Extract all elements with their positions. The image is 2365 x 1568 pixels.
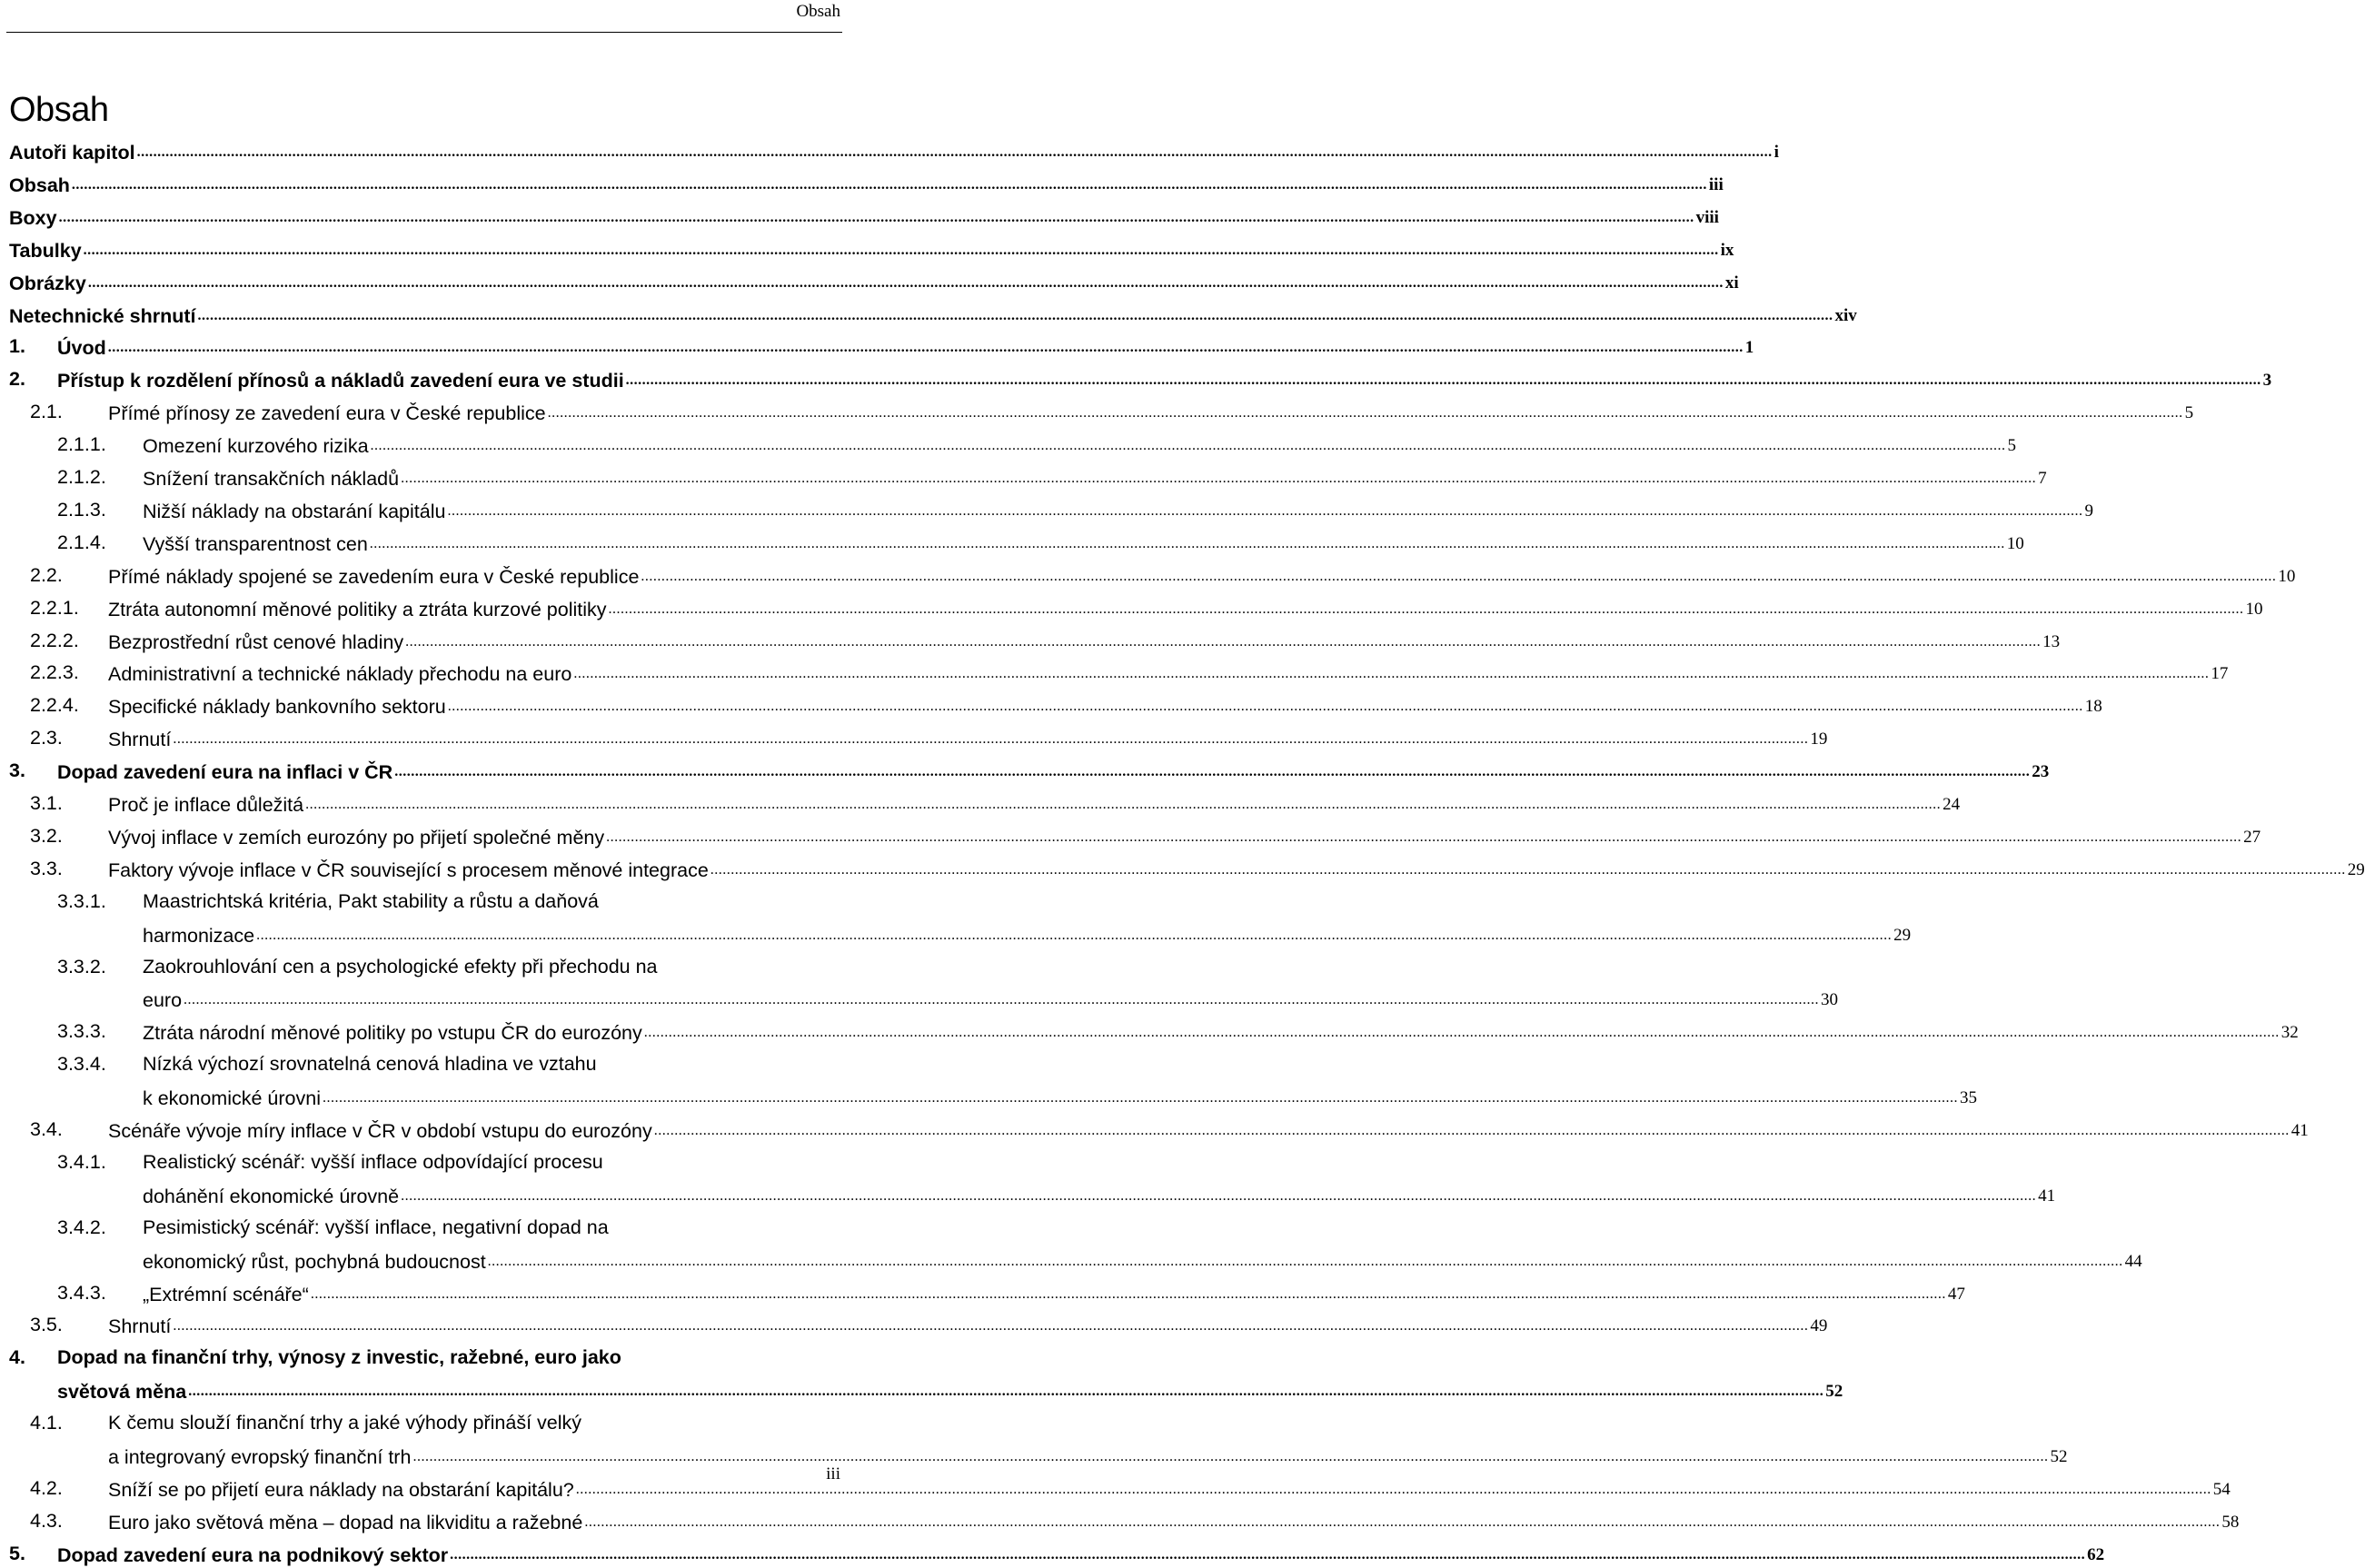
- toc-entry-title: Administrativní a technické náklady přechodu na euro: [108, 663, 572, 686]
- toc-entry-page: 10: [2245, 599, 2263, 619]
- toc-entry-page: 32: [2281, 1023, 2299, 1043]
- toc-entry[interactable]: [108, 1116, 2309, 1144]
- toc-entry[interactable]: [57, 333, 1754, 361]
- toc-entry[interactable]: [57, 1541, 2105, 1568]
- toc-entry-number: 3.4.3.: [57, 1281, 106, 1304]
- toc-entry-number: 4.2.: [30, 1476, 63, 1499]
- toc-entry-number: 2.1.2.: [57, 466, 106, 488]
- toc-entry-title: Autoři kapitol: [9, 142, 135, 164]
- toc-entry[interactable]: [143, 986, 1839, 1013]
- toc-entry-number: 3.3.3.: [57, 1020, 106, 1043]
- toc-entry-page: i: [1774, 143, 1779, 162]
- dot-leader: ................................................................................................................................................................................................................................................................................................................................................................................................................: [107, 340, 1744, 356]
- header-rule: [6, 32, 842, 33]
- toc-entry-first-line[interactable]: Maastrichtská kritéria, Pakt stability a růstu a daňová: [143, 889, 599, 912]
- toc-entry-title: Proč je inflace důležitá: [108, 794, 304, 816]
- toc-entry-title: Obrázky: [9, 272, 86, 294]
- toc-entry[interactable]: [143, 921, 1912, 948]
- toc-entry-page: 13: [2042, 631, 2061, 651]
- toc-entry-number: 3.3.: [30, 857, 63, 879]
- toc-entry[interactable]: [9, 203, 1719, 231]
- toc-entry-title: Obsah: [9, 174, 70, 196]
- toc-entry[interactable]: [108, 595, 2263, 622]
- dot-leader: ................................................................................................................................................................................................................................................................................................................................................................................................................: [401, 1187, 2037, 1204]
- toc-entry-title: Snížení transakčních nákladů: [143, 468, 400, 490]
- toc-entry[interactable]: [108, 823, 2261, 850]
- dot-leader: ................................................................................................................................................................................................................................................................................................................................................................................................................: [322, 1090, 1958, 1107]
- dot-leader: ................................................................................................................................................................................................................................................................................................................................................................................................................: [625, 372, 2261, 389]
- toc-entry-first-line[interactable]: K čemu slouží finanční trhy a jaké výhody přináší velký: [108, 1412, 582, 1434]
- toc-entry-first-line[interactable]: Nízká výchozí srovnatelná cenová hladina ve vztahu: [143, 1053, 597, 1076]
- dot-leader: ................................................................................................................................................................................................................................................................................................................................................................................................................: [369, 535, 2005, 551]
- dot-leader: ................................................................................................................................................................................................................................................................................................................................................................................................................: [608, 600, 2244, 617]
- dot-leader: ................................................................................................................................................................................................................................................................................................................................................................................................................: [256, 927, 1893, 943]
- dot-leader: ................................................................................................................................................................................................................................................................................................................................................................................................................: [87, 274, 1724, 291]
- dot-leader: ................................................................................................................................................................................................................................................................................................................................................................................................................: [450, 1546, 2086, 1563]
- toc-entry-page: 19: [1810, 729, 1828, 749]
- dot-leader: ................................................................................................................................................................................................................................................................................................................................................................................................................: [575, 1481, 2211, 1497]
- dot-leader: ................................................................................................................................................................................................................................................................................................................................................................................................................: [641, 568, 2277, 584]
- toc-entry[interactable]: [108, 1443, 2068, 1470]
- toc-entry-title: euro: [143, 989, 183, 1012]
- toc-entry-number: 3.3.4.: [57, 1053, 106, 1076]
- toc-entry-title: Úvod: [57, 337, 106, 360]
- toc-entry-number: 3.2.: [30, 824, 63, 847]
- toc-entry-title: Ztráta autonomní měnové politiky a ztráta kurzové politiky: [108, 598, 607, 620]
- running-header: Obsah: [796, 2, 840, 21]
- toc-entry[interactable]: [143, 432, 2017, 459]
- toc-entry-number: 4.1.: [30, 1412, 63, 1434]
- toc-entry-number: 4.: [9, 1346, 25, 1369]
- toc-entry[interactable]: [9, 236, 1734, 263]
- toc-entry[interactable]: [9, 171, 1724, 198]
- toc-entry-page: 3: [2262, 371, 2272, 391]
- toc-entry-page: 62: [2087, 1544, 2105, 1564]
- toc-entry[interactable]: [108, 725, 1828, 752]
- toc-entry-title: ekonomický růst, pochybná budoucnost: [143, 1250, 486, 1273]
- toc-entry[interactable]: [108, 628, 2061, 655]
- toc-entry-first-line[interactable]: Zaokrouhlování cen a psychologické efekty při přechodu na: [143, 955, 658, 978]
- toc-entry[interactable]: [108, 1475, 2231, 1503]
- toc-entry-number: 1.: [9, 335, 25, 358]
- toc-entry-page: 29: [1893, 925, 1912, 945]
- toc-entry-page: 44: [2124, 1251, 2142, 1271]
- toc-entry[interactable]: [108, 1508, 2240, 1535]
- dot-leader: ................................................................................................................................................................................................................................................................................................................................................................................................................: [173, 1318, 1809, 1335]
- dot-leader: ................................................................................................................................................................................................................................................................................................................................................................................................................: [370, 438, 2006, 454]
- toc-entry-page: 5: [2184, 403, 2194, 423]
- toc-entry-number: 2.3.: [30, 727, 63, 749]
- toc-entry-number: 4.3.: [30, 1509, 63, 1532]
- toc-entry-title: Bezprostřední růst cenové hladiny: [108, 630, 404, 653]
- dot-leader: ................................................................................................................................................................................................................................................................................................................................................................................................................: [83, 242, 1719, 258]
- footer-page-number: iii: [826, 1464, 840, 1484]
- toc-entry-title: Ztráta národní měnové politiky po vstupu ČR do eurozóny: [143, 1022, 642, 1045]
- toc-entry-title: Specifické náklady bankovního sektoru: [108, 696, 446, 719]
- dot-leader: ................................................................................................................................................................................................................................................................................................................................................................................................................: [310, 1285, 1946, 1302]
- toc-entry-page: 5: [2007, 436, 2017, 456]
- toc-entry-page: iii: [1708, 174, 1724, 194]
- toc-entry-title: Shrnutí: [108, 1315, 172, 1338]
- toc-entry[interactable]: [143, 1084, 1977, 1111]
- toc-entry-first-line[interactable]: Realistický scénář: vyšší inflace odpovídající procesu: [143, 1150, 603, 1173]
- toc-entry-title: Shrnutí: [108, 729, 172, 751]
- toc-entry-title: Sníží se po přijetí eura náklady na obstarání kapitálu?: [108, 1478, 574, 1501]
- toc-entry[interactable]: [9, 269, 1739, 296]
- toc-entry-page: 17: [2211, 664, 2229, 684]
- dot-leader: ................................................................................................................................................................................................................................................................................................................................................................................................................: [653, 1123, 2290, 1138]
- dot-leader: ................................................................................................................................................................................................................................................................................................................................................................................................................: [71, 176, 1707, 193]
- toc-entry-title: dohánění ekonomické úrovně: [143, 1185, 400, 1207]
- dot-leader: ................................................................................................................................................................................................................................................................................................................................................................................................................: [487, 1253, 2123, 1269]
- toc-entry-number: 3.3.1.: [57, 889, 106, 912]
- toc-entry-title: Euro jako světová měna – dopad na likviditu a ražebné: [108, 1511, 583, 1533]
- toc-entry-number: 3.3.2.: [57, 955, 106, 978]
- dot-leader: ................................................................................................................................................................................................................................................................................................................................................................................................................: [606, 829, 2242, 845]
- toc-entry-title: Tabulky: [9, 239, 82, 262]
- toc-entry[interactable]: [108, 790, 1961, 818]
- dot-leader: ................................................................................................................................................................................................................................................................................................................................................................................................................: [188, 1384, 1824, 1400]
- toc-entry[interactable]: [108, 856, 2365, 883]
- toc-entry-number: 2.1.3.: [57, 498, 106, 521]
- page-title: Obsah: [9, 91, 109, 129]
- toc-entry[interactable]: [57, 366, 2272, 393]
- toc-entry-title: světová měna: [57, 1381, 187, 1404]
- toc-entry[interactable]: [143, 530, 2024, 557]
- toc-entry-title: Netechnické shrnutí: [9, 304, 196, 327]
- toc-entry[interactable]: [57, 1377, 1843, 1404]
- toc-entry[interactable]: [108, 692, 2102, 719]
- toc-entry-title: Scénáře vývoje míry inflace v ČR v období vstupu do eurozóny: [108, 1120, 652, 1142]
- toc-entry-page: 58: [2221, 1512, 2240, 1532]
- table-of-contents: [0, 138, 2365, 1566]
- dot-leader: ................................................................................................................................................................................................................................................................................................................................................................................................................: [305, 797, 1942, 812]
- toc-entry-page: 27: [2243, 827, 2261, 847]
- toc-entry-title: „Extrémní scénáře“: [143, 1283, 309, 1305]
- toc-entry-title: Boxy: [9, 206, 57, 229]
- dot-leader: ................................................................................................................................................................................................................................................................................................................................................................................................................: [173, 731, 1809, 748]
- toc-entry-number: 2.1.4.: [57, 531, 106, 553]
- toc-entry-number: 2.2.2.: [30, 629, 79, 651]
- toc-entry[interactable]: [143, 1018, 2299, 1046]
- dot-leader: ................................................................................................................................................................................................................................................................................................................................................................................................................: [394, 764, 2031, 780]
- toc-entry-number: 5.: [9, 1542, 25, 1564]
- toc-entry-page: 23: [2032, 762, 2050, 782]
- dot-leader: ................................................................................................................................................................................................................................................................................................................................................................................................................: [447, 699, 2083, 715]
- dot-leader: ................................................................................................................................................................................................................................................................................................................................................................................................................: [412, 1449, 2049, 1464]
- toc-entry-page: 10: [2006, 533, 2024, 553]
- dot-leader: ................................................................................................................................................................................................................................................................................................................................................................................................................: [401, 471, 2037, 486]
- toc-entry-number: 3.5.: [30, 1314, 63, 1336]
- toc-entry-title: Dopad zavedení eura na inflaci v ČR: [57, 761, 393, 784]
- toc-entry-number: 2.2.4.: [30, 694, 79, 717]
- toc-entry-title: Vývoj inflace v zemích eurozóny po přijetí společné měny: [108, 826, 605, 849]
- toc-entry-title: Dopad zavedení eura na podnikový sektor: [57, 1543, 449, 1566]
- toc-entry[interactable]: [108, 660, 2229, 687]
- toc-entry-title: a integrovaný evropský finanční trh: [108, 1446, 412, 1468]
- toc-entry-page: 54: [2212, 1479, 2231, 1499]
- toc-entry-number: 3.1.: [30, 792, 63, 814]
- toc-entry-page: 47: [1947, 1284, 1965, 1304]
- toc-entry-page: 35: [1959, 1088, 1977, 1108]
- toc-entry-number: 3.4.2.: [57, 1216, 106, 1238]
- toc-entry-title: k ekonomické úrovni: [143, 1087, 321, 1110]
- toc-entry-title: harmonizace: [143, 924, 255, 947]
- dot-leader: ................................................................................................................................................................................................................................................................................................................................................................................................................: [136, 144, 1773, 160]
- toc-entry-title: Přímé náklady spojené se zavedením eura v České republice: [108, 565, 640, 588]
- toc-entry-page: 18: [2084, 697, 2102, 717]
- toc-entry-number: 3.4.: [30, 1118, 63, 1140]
- toc-entry-title: Faktory vývoje inflace v ČR související s procesem měnové integrace: [108, 858, 709, 881]
- dot-leader: ................................................................................................................................................................................................................................................................................................................................................................................................................: [547, 405, 2183, 422]
- toc-entry[interactable]: [108, 399, 2194, 426]
- toc-entry-title: Přímé přínosy ze zavedení eura v České republice: [108, 402, 546, 425]
- toc-entry-page: viii: [1695, 207, 1719, 227]
- dot-leader: ................................................................................................................................................................................................................................................................................................................................................................................................................: [58, 209, 1694, 225]
- toc-entry[interactable]: [143, 1247, 2142, 1275]
- toc-entry-page: 52: [1825, 1382, 1843, 1402]
- toc-entry-page: xi: [1724, 273, 1739, 293]
- toc-entry-number: 3.: [9, 759, 25, 782]
- toc-entry-title: Přístup k rozdělení přínosů a nákladů zavedení eura ve studii: [57, 370, 624, 392]
- dot-leader: ................................................................................................................................................................................................................................................................................................................................................................................................................: [573, 666, 2210, 682]
- toc-entry-number: 2.2.3.: [30, 661, 79, 684]
- toc-entry-number: 2.2.1.: [30, 596, 79, 619]
- toc-entry-page: 52: [2050, 1447, 2068, 1466]
- toc-entry-title: Vyšší transparentnost cen: [143, 532, 368, 555]
- toc-entry-page: 1: [1744, 338, 1754, 358]
- toc-entry[interactable]: [9, 302, 1857, 329]
- dot-leader: ................................................................................................................................................................................................................................................................................................................................................................................................................: [197, 307, 1833, 323]
- toc-entry-page: ix: [1720, 240, 1734, 260]
- toc-entry-page: xiv: [1834, 305, 1857, 325]
- toc-entry-first-line[interactable]: Dopad na finanční trhy, výnosy z investic, ražebné, euro jako: [57, 1346, 621, 1369]
- toc-entry[interactable]: [57, 758, 2050, 785]
- toc-entry[interactable]: [108, 1312, 1828, 1339]
- dot-leader: ................................................................................................................................................................................................................................................................................................................................................................................................................: [584, 1513, 2221, 1530]
- toc-entry[interactable]: [9, 138, 1779, 165]
- dot-leader: ................................................................................................................................................................................................................................................................................................................................................................................................................: [405, 633, 2042, 650]
- dot-leader: ................................................................................................................................................................................................................................................................................................................................................................................................................: [184, 992, 1820, 1008]
- toc-entry-number: 2.: [9, 368, 25, 391]
- toc-entry-number: 2.1.: [30, 401, 63, 423]
- dot-leader: ................................................................................................................................................................................................................................................................................................................................................................................................................: [710, 861, 2346, 878]
- toc-entry-number: 3.4.1.: [57, 1150, 106, 1173]
- toc-entry-page: 10: [2278, 566, 2296, 586]
- dot-leader: ................................................................................................................................................................................................................................................................................................................................................................................................................: [643, 1025, 2280, 1041]
- toc-entry-page: 41: [2038, 1186, 2056, 1206]
- toc-entry-page: 7: [2038, 469, 2047, 488]
- toc-entry-page: 49: [1810, 1316, 1828, 1336]
- toc-entry-page: 24: [1943, 795, 1961, 814]
- toc-entry[interactable]: [143, 497, 2093, 524]
- toc-entry-number: 2.1.1.: [57, 433, 106, 456]
- toc-entry-first-line[interactable]: Pesimistický scénář: vyšší inflace, negativní dopad na: [143, 1216, 609, 1238]
- toc-entry-title: Nižší náklady na obstarání kapitálu: [143, 500, 446, 522]
- toc-entry-title: Omezení kurzového rizika: [143, 435, 369, 458]
- toc-entry[interactable]: [143, 1182, 2056, 1209]
- toc-entry-page: 30: [1821, 990, 1839, 1010]
- toc-entry[interactable]: [108, 562, 2296, 590]
- toc-entry-page: 9: [2084, 501, 2093, 521]
- toc-entry-number: 2.2.: [30, 563, 63, 586]
- toc-entry-page: 41: [2290, 1121, 2309, 1140]
- toc-entry[interactable]: [143, 464, 2047, 491]
- toc-entry[interactable]: [143, 1280, 1965, 1307]
- toc-entry-page: 29: [2347, 859, 2365, 879]
- dot-leader: ................................................................................................................................................................................................................................................................................................................................................................................................................: [447, 502, 2083, 519]
